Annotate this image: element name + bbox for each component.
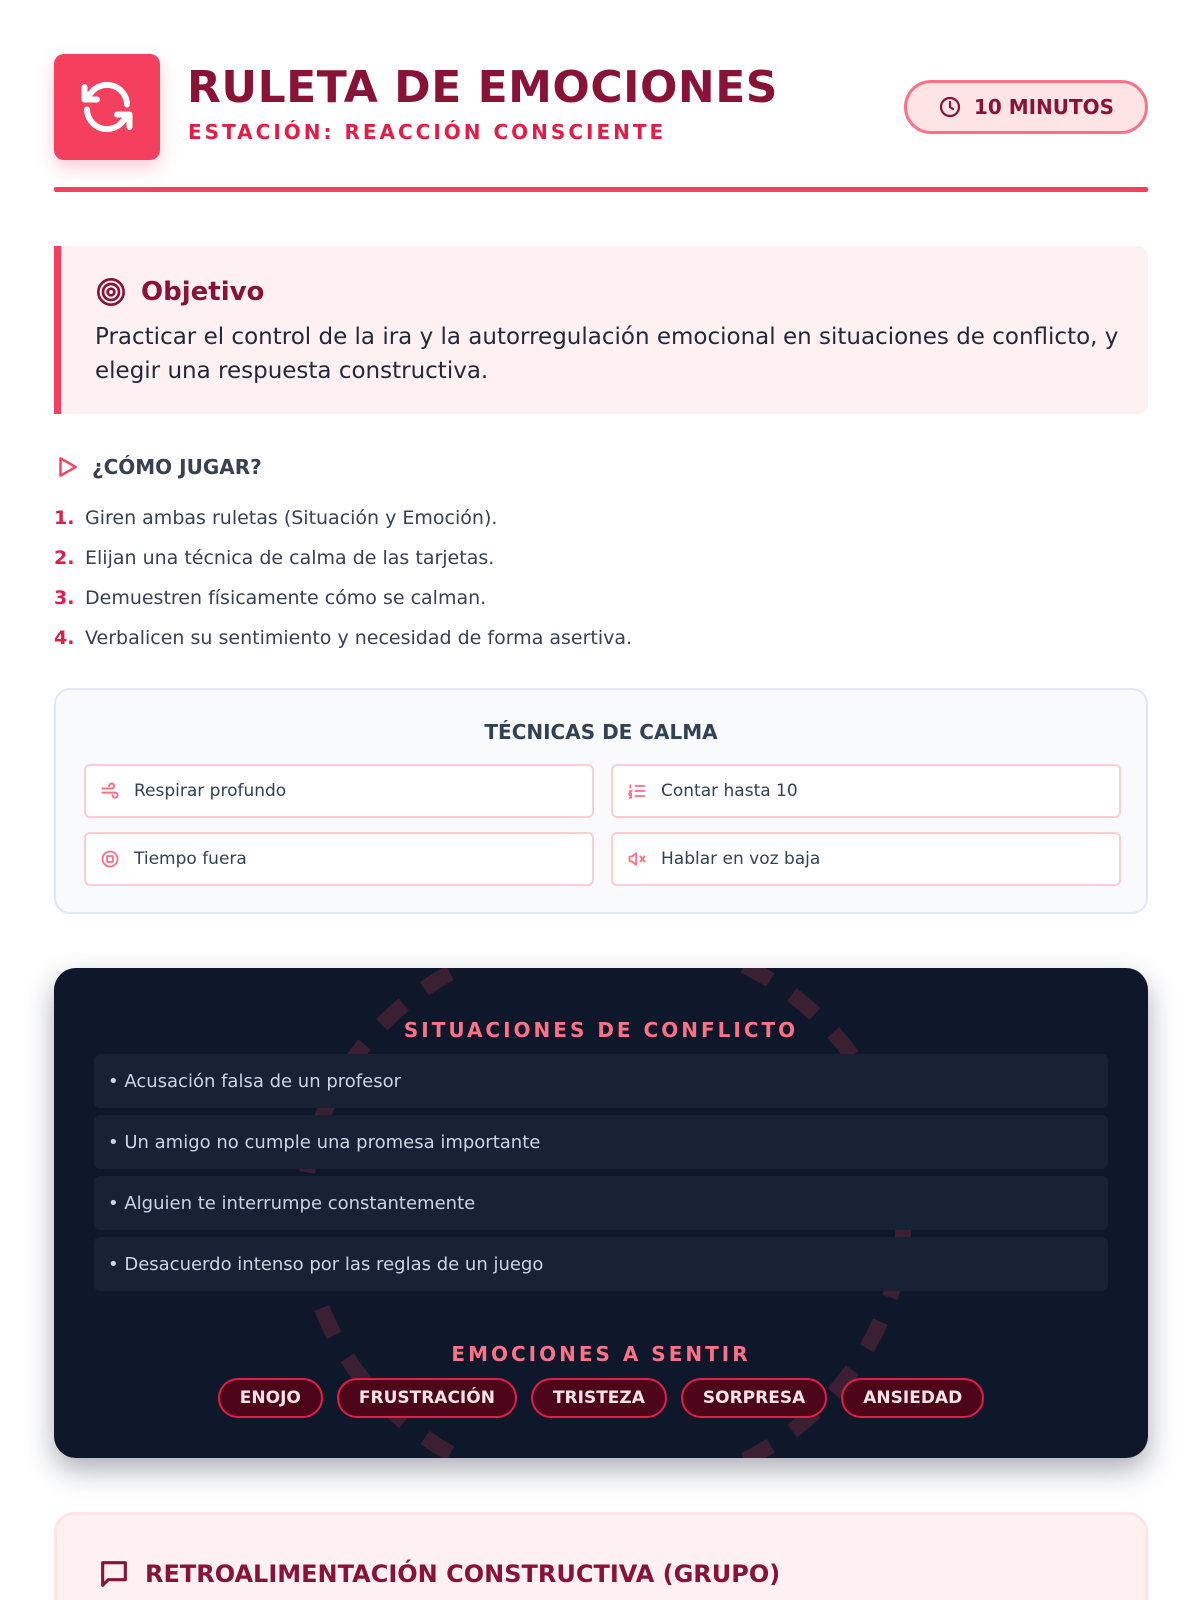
howto-heading — [54, 454, 262, 480]
page-subtitle: ESTACIÓN: REACCIÓN CONSCIENTE — [188, 120, 667, 144]
technique-label: Respirar profundo — [134, 781, 287, 801]
howto-title: ¿CÓMO JUGAR? — [92, 455, 262, 479]
objective-title: Objetivo — [141, 277, 265, 307]
technique-card-breathe[interactable] — [84, 764, 594, 818]
chat-bubble-icon — [97, 1557, 131, 1591]
technique-label: Hablar en voz baja — [661, 849, 821, 869]
emotions-chips — [54, 1378, 1148, 1418]
step-item: 4. Verbalicen su sentimiento y necesidad de forma asertiva. — [54, 627, 633, 649]
volume-mute-icon — [627, 849, 647, 869]
situation-item[interactable]: • Acusación falsa de un profesor — [94, 1054, 1108, 1108]
header-divider — [54, 187, 1148, 192]
page-title: RULETA DE EMOCIONES — [187, 62, 778, 113]
technique-card-count[interactable] — [611, 764, 1121, 818]
wind-icon — [100, 781, 120, 801]
technique-card-timeout[interactable] — [84, 832, 594, 886]
situation-item[interactable]: • Alguien te interrumpe constantemente — [94, 1176, 1108, 1230]
pause-circle-icon — [100, 849, 120, 869]
situations-title: SITUACIONES DE CONFLICTO — [403, 1018, 799, 1042]
step-item: 2. Elijan una técnica de calma de las tarjetas. — [54, 547, 495, 569]
target-icon — [95, 276, 127, 308]
roulette-board — [54, 968, 1148, 1458]
time-badge — [904, 80, 1148, 134]
situations-list — [94, 1054, 1108, 1298]
situation-item[interactable]: • Un amigo no cumple una promesa importante — [94, 1115, 1108, 1169]
emotion-chip[interactable]: ANSIEDAD — [841, 1378, 984, 1418]
refresh-icon — [77, 77, 137, 137]
steps-list — [54, 498, 632, 658]
emotion-chip[interactable]: ENOJO — [218, 1378, 323, 1418]
objective-panel — [54, 246, 1148, 414]
emotion-chip[interactable]: SORPRESA — [681, 1378, 827, 1418]
time-badge-label: 10 MINUTOS — [973, 95, 1115, 119]
step-item: 3. Demuestren físicamente cómo se calman. — [54, 587, 487, 609]
emotion-chip[interactable]: FRUSTRACIÓN — [337, 1378, 517, 1418]
technique-label: Tiempo fuera — [134, 849, 247, 869]
techniques-panel — [54, 688, 1148, 914]
objective-text: Practicar el control de la ira y la autorregulación emocional en situaciones de conflicto, y elegir una respuesta constructiva. — [95, 324, 1119, 384]
step-item: 1. Giren ambas ruletas (Situación y Emoción). — [54, 507, 498, 529]
page-header — [54, 54, 1148, 194]
technique-card-quiet[interactable] — [611, 832, 1121, 886]
play-icon — [54, 454, 80, 480]
situation-item[interactable]: • Desacuerdo intenso por las reglas de un juego — [94, 1237, 1108, 1291]
clock-icon — [938, 95, 962, 119]
feedback-title: RETROALIMENTACIÓN CONSTRUCTIVA (GRUPO) — [145, 1560, 781, 1588]
techniques-title: TÉCNICAS DE CALMA — [484, 720, 718, 744]
emotions-title: EMOCIONES A SENTIR — [451, 1342, 751, 1366]
list-ordered-icon — [627, 781, 647, 801]
logo-badge — [54, 54, 160, 160]
technique-label: Contar hasta 10 — [661, 781, 798, 801]
feedback-panel — [54, 1512, 1148, 1600]
emotion-chip[interactable]: TRISTEZA — [531, 1378, 667, 1418]
